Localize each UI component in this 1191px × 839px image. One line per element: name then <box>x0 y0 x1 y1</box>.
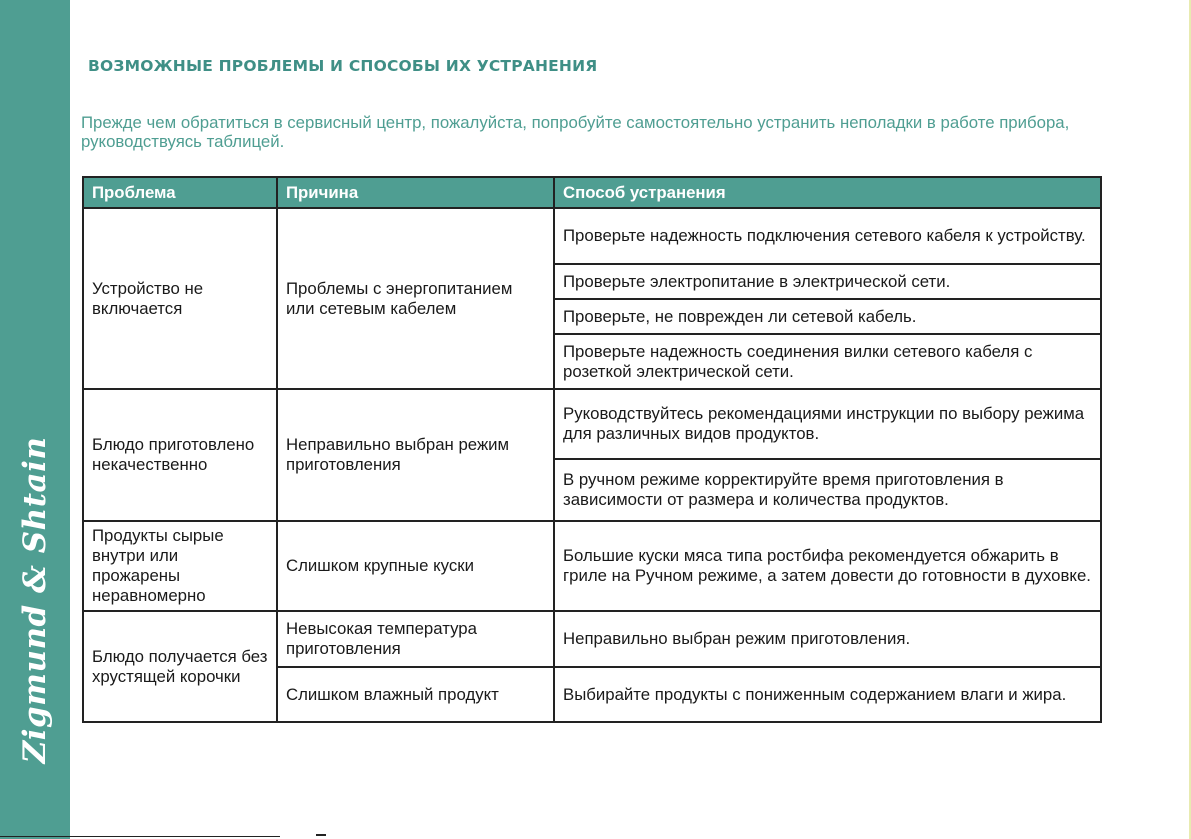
cause-cell: Неправильно выбран режим приготовления <box>277 389 554 521</box>
solution-cell: Неправильно выбран режим приготовления. <box>554 611 1101 667</box>
troubleshooting-table <box>82 176 1102 723</box>
solution-cell: В ручном режиме корректируйте время приготовления в зависимости от размера и количества продуктов. <box>554 459 1101 521</box>
table-row <box>83 521 1101 611</box>
cause-cell: Невысокая температура приготовления <box>277 611 554 667</box>
solution-cell: Проверьте надежность соединения вилки сетевого кабеля с розеткой электрической сети. <box>554 334 1101 389</box>
problem-cell: Блюдо получается без хрустящей корочки <box>83 611 277 722</box>
cause-cell: Слишком крупные куски <box>277 521 554 611</box>
solution-cell: Проверьте надежность подключения сетевого кабеля к устройству. <box>554 208 1101 264</box>
solution-cell: Проверьте, не поврежден ли сетевой кабель. <box>554 299 1101 334</box>
solution-cell: Выбирайте продукты с пониженным содержанием влаги и жира. <box>554 667 1101 722</box>
bottom-rule <box>0 836 280 837</box>
intro-text: Прежде чем обратиться в сервисный центр, пожалуйста, попробуйте самостоятельно устранить неполадки в работе прибора, руководствуясь таблицей. <box>81 113 1070 151</box>
problem-cell: Продукты сырые внутри или прожарены неравномерно <box>83 521 277 611</box>
bottom-mark <box>316 834 326 836</box>
problem-cell: Устройство не включается <box>83 208 277 389</box>
cause-cell: Проблемы с энергопитанием или сетевым кабелем <box>277 208 554 389</box>
table-row <box>83 611 1101 667</box>
header-problem: Проблема <box>83 177 277 208</box>
table-row <box>83 208 1101 264</box>
brand-sidebar <box>0 0 70 839</box>
brand-logo: Zigmund & Shtain <box>17 436 53 764</box>
solution-cell: Большие куски мяса типа ростбифа рекомендуется обжарить в гриле на Ручном режиме, а затем довести до готовности в духовке. <box>554 521 1101 611</box>
solution-cell: Проверьте электропитание в электрической сети. <box>554 264 1101 299</box>
header-cause: Причина <box>277 177 554 208</box>
solution-cell: Руководствуйтесь рекомендациями инструкции по выбору режима для различных видов продуктов. <box>554 389 1101 459</box>
table-header-row <box>83 177 1101 208</box>
problem-cell: Блюдо приготовлено некачественно <box>83 389 277 521</box>
header-solution: Способ устранения <box>554 177 1101 208</box>
cause-cell: Слишком влажный продукт <box>277 667 554 722</box>
page-title: ВОЗМОЖНЫЕ ПРОБЛЕМЫ И СПОСОБЫ ИХ УСТРАНЕНИЯ <box>88 57 598 75</box>
table-row <box>83 389 1101 459</box>
